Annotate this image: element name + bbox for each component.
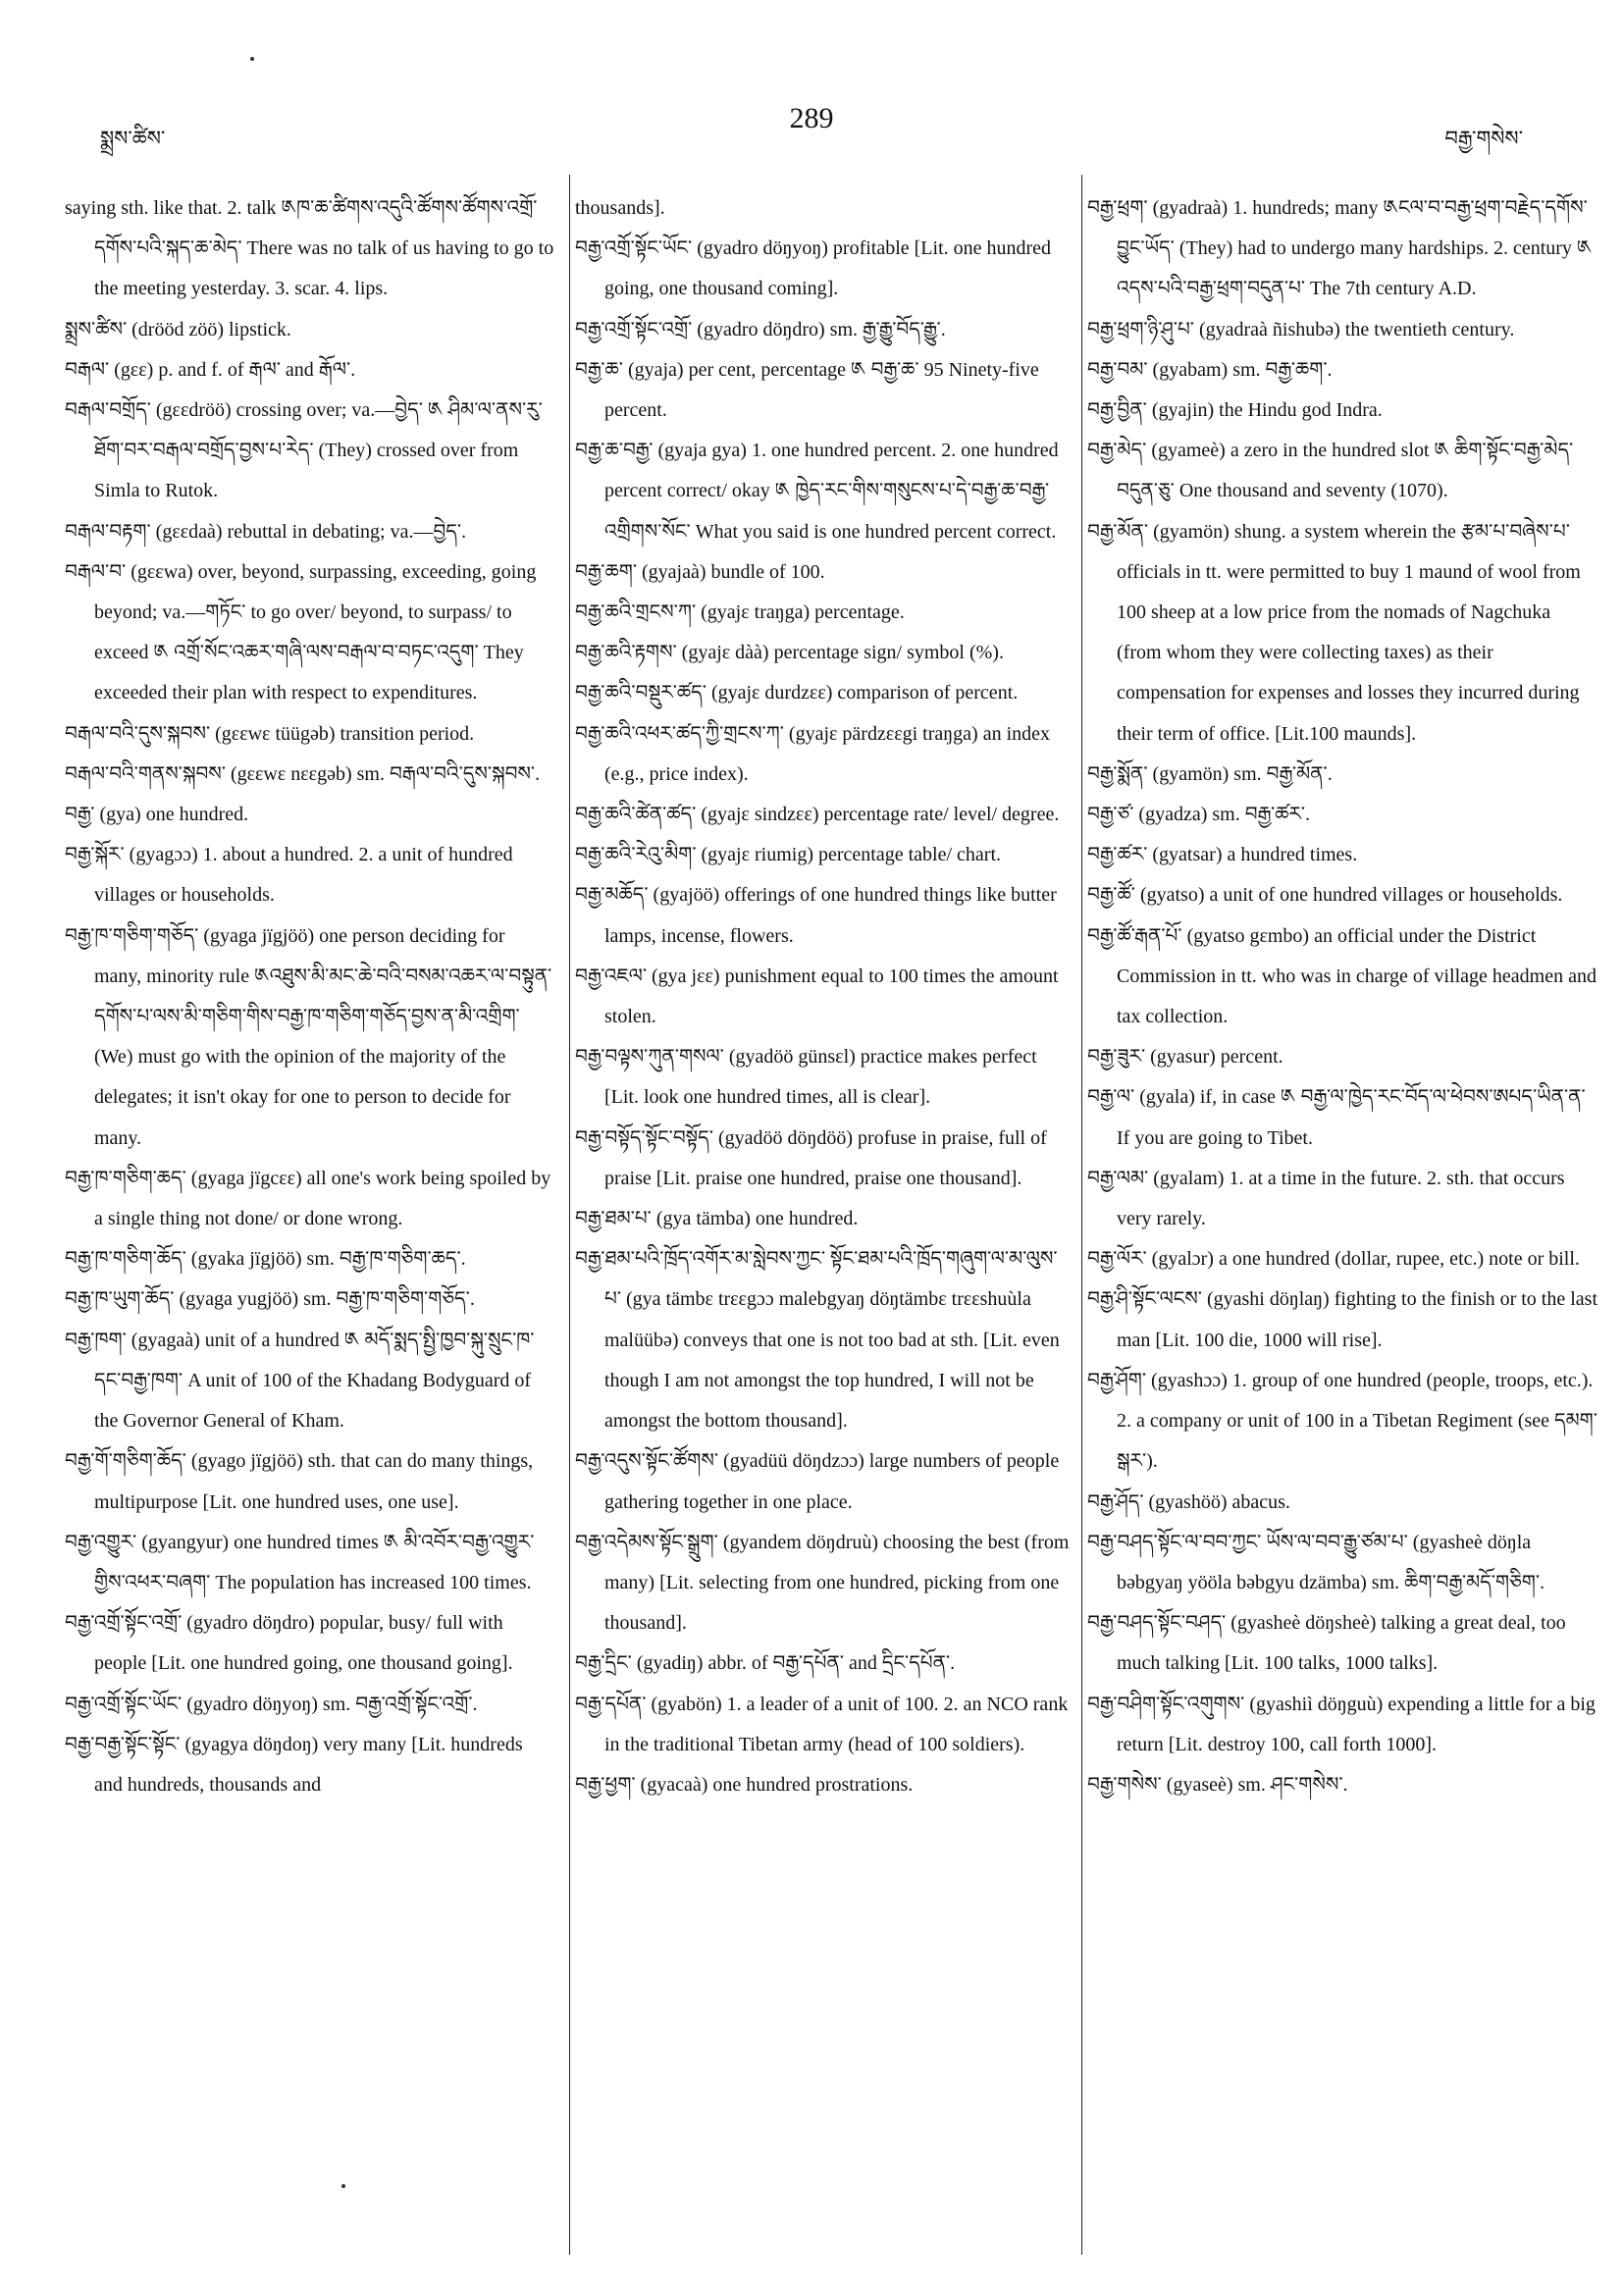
dictionary-entry: བརྒྱ་བཤིག་སྟོང་འགུགས་ (gyashiì döŋguù) expending a little for a big return [Lit. destroy 100, call forth 1000]. <box>1087 1693 1596 1755</box>
dictionary-entry: བརྒྱ་དྲིང་ (gyadiŋ) abbr. of བརྒྱ་དཔོན་ and དྲིང་དཔོན་. <box>575 1652 956 1675</box>
dictionary-entry: བརྒྱ་ཆ་བརྒྱ་ (gyaja gya) 1. one hundred percent. 2. one hundred percent correct/ okay ༁ ཁྱེད་རང་གིས་གསུངས་པ་དེ་བརྒྱ་ཆ་བརྒྱ་འགྲིགས་སོང་ What you said is one hundred percent correct. <box>575 440 1059 543</box>
dictionary-entry: བརྒྱ་ཆའི་རེའུ་མིག་ (gyajε riumig) percentage table/ chart. <box>575 844 1001 866</box>
dictionary-entry: བརྒྱ་ཚོ་རྒན་པོ་ (gyatso gεmbo) an official under the District Commission in tt. who was in charge of village headmen and tax collection. <box>1087 924 1597 1028</box>
dictionary-entry: བརྒྱ་ཆའི་རྟགས་ (gyajε dàà) percentage sign/ symbol (%). <box>575 642 1004 664</box>
dictionary-entry: བརྒྱ་ཆའི་གྲངས་ཀ་ (gyajε traŋga) percentage. <box>575 601 905 624</box>
dictionary-entry: བརྒྱ་ཆག་ (gyajaà) bundle of 100. <box>575 560 825 583</box>
dictionary-entry: བརྒྱ་ལམ་ (gyalam) 1. at a time in the future. 2. sth. that occurs very rarely. <box>1087 1167 1565 1230</box>
dictionary-entry: བརྒྱ་སྨོན་ (gyamön) sm. བརྒྱ་མོན་. <box>1087 762 1333 785</box>
dictionary-entry: བརྒྱ་བཤད་སྟོང་ལ་བབ་ཀྱང་ ཡོས་ལ་བབ་རྒྱུ་ཙམ་པ་ (gyasheè döŋla bəbgyaŋ yööla bəbgyu dzämba) sm. ཆིག་བརྒྱ་མདོ་གཅིག་. <box>1087 1531 1545 1593</box>
dictionary-entry: སྨྲས་ཚིས་ (drööd zöö) lipstick. <box>65 318 291 340</box>
dictionary-entry: བརྒྱ་ལ་ (gyala) if, in case ༁ བརྒྱ་ལ་ཁྱེད་རང་བོད་ལ་ཕེབས་ཨཔད་ཡིན་ན་ If you are going to Tibet. <box>1087 1086 1586 1149</box>
dictionary-entry: བརྒྱ་འགྲོ་སྟོང་ཡོང་ (gyadro döŋyoŋ) profitable [Lit. one hundred going, one thousand coming]. <box>575 237 1052 300</box>
dictionary-entry: བརྒྱ་ཁ་གཅིག་ཆོད་ (gyaka jïgjöö) sm. བརྒྱ་ཁ་གཅིག་ཆད་. <box>65 1248 466 1271</box>
dictionary-entry: བརྒལ་བགྲོད་ (gεεdröö) crossing over; va.—བྱེད་ ༁ ཤིམ་ལ་ནས་རུ་ཐོག་བར་བརྒལ་བགྲོད་བྱས་པ་རེད་ (They) crossed over from Simla to Rutok. <box>65 399 543 502</box>
dictionary-entry: བརྒལ་ (gεε) p. and f. of རྒལ་ and རྒོལ་. <box>65 358 356 381</box>
dictionary-entry: བརྒྱ་ཚར་ (gyatsar) a hundred times. <box>1087 844 1358 866</box>
dictionary-entry: བརྒལ་བརྟག་ (gεεdaà) rebuttal in debating; va.—བྱེད་. <box>65 520 467 543</box>
dictionary-entry: བརྒལ་བ་ (gεεwa) over, beyond, surpassing, exceeding, going beyond; va.—གཏོང་ to go over/ beyond, to surpass/ to exceed ༁ འགྲོ་སོང་འཆར་གཞི་ལས་བརྒལ་བ་བཏང་འདུག་ They exceeded their plan with respect to expenditures. <box>65 560 537 704</box>
dictionary-entry: བརྒྱ་ཆ་ (gyaja) per cent, percentage ༁ བརྒྱ་ཆ་ 95 Ninety-five percent. <box>575 358 1039 422</box>
dictionary-entry: བརྒྱ་ཕྱག་ (gyacaà) one hundred prostrations. <box>575 1773 914 1796</box>
dictionary-entry: བརྒྱ་འགྲོ་སྟོང་འགྲོ་ (gyadro döŋdro) popular, busy/ full with people [Lit. one hundred going, one thousand going]. <box>65 1612 513 1675</box>
dictionary-entry: བརྒྱ་འགྲོ་སྟོང་ཡོང་ (gyadro döŋyoŋ) sm. བརྒྱ་འགྲོ་སྟོང་འགྲོ་. <box>65 1693 478 1715</box>
dictionary-entry: བརྒྱ་མེད་ (gyameè) a zero in the hundred slot ༁ ཆིག་སྟོང་བརྒྱ་མེད་བདུན་ཅུ་ One thousand and seventy (1070). <box>1087 440 1574 502</box>
dictionary-entry: བརྒྱ་ཤོག་ (gyashɔɔ) 1. group of one hundred (people, troops, etc.). 2. a company or unit of 100 in a Tibetan Regiment (see དམག་སྒར་). <box>1087 1369 1597 1473</box>
dictionary-entry: བརྒྱ་འགྲོ་སྟོང་འགྲོ་ (gyadro döŋdro) sm. རྒྱ་རྒྱུ་བོད་རྒྱུ་. <box>575 318 946 340</box>
dictionary-entry: བརྒྱ་འཇལ་ (gya jεε) punishment equal to 100 times the amount stolen. <box>575 965 1059 1028</box>
dictionary-entry: བརྒལ་བའི་དུས་སྐབས་ (gεεwε tüügəb) transition period. <box>65 722 475 745</box>
column-rule-1 <box>569 175 570 2255</box>
dictionary-entry: saying sth. like that. 2. talk ༁ཁ་ཆ་ཚིགས་འདུའི་ཚོགས་ཚོགས་འགྲོ་དགོས་པའི་སྐད་ཆ་མེད་ There was no talk of us having to go to the meeting yesterday. 3. scar. 4. lips. <box>65 197 554 300</box>
dictionary-entry: བརྒྱ་གསེས་ (gyaseè) sm. ཤང་གསེས་. <box>1087 1773 1348 1796</box>
dictionary-entry: བརྒྱ་བལྟས་ཀུན་གསལ་ (gyadöö günsεl) practice makes perfect [Lit. look one hundred times, all is clear]. <box>575 1046 1037 1109</box>
dictionary-entry: བརྒྱ་ཟུར་ (gyasur) percent. <box>1087 1046 1283 1069</box>
dictionary-entry: བརྒྱ་ཤི་སྟོང་ལངས་ (gyashi döŋlaŋ) fighting to the finish or to the last man [Lit. 100 die, 1000 will rise]. <box>1087 1288 1597 1351</box>
dictionary-entry: བརྒྱ་མོན་ (gyamön) shung. a system wherein the རྩམ་པ་བཞེས་པ་ officials in tt. were permitted to buy 1 maund of wool from 100 sheep at a low price from the nomads of Nagchuka (from whom they were collecting taxes) as their compensation for expenses and losses they incurred during their term of office. [Lit.100 maunds]. <box>1087 520 1581 745</box>
dictionary-entry: བརྒྱ་ཙ་ (gyadza) sm. བརྒྱ་ཚར་. <box>1087 804 1311 826</box>
column-left <box>65 188 555 1805</box>
column-right <box>1087 188 1597 1805</box>
dictionary-entry: བརྒྱ་ཤོད་ (gyashöö) abacus. <box>1087 1490 1290 1513</box>
dictionary-entry: བརྒྱ་མཆོད་ (gyajöö) offerings of one hundred things like butter lamps, incense, flowers. <box>575 884 1057 947</box>
dictionary-entry: བརྒྱ་ (gya) one hundred. <box>65 804 249 826</box>
dictionary-entry: བརྒྱ་འདེམས་སྟོང་སྒྲུག་ (gyandem döŋdruù) choosing the best (from many) [Lit. selecting from one hundred, picking from one thousand]. <box>575 1531 1070 1635</box>
dictionary-entry: བརྒྱ་བསྟོད་སྟོང་བསྟོད་ (gyadöö döŋdöö) profuse in praise, full of praise [Lit. praise one hundred, praise one thousand]. <box>575 1126 1047 1189</box>
running-head-left: སྨྲས་ཚིས་ <box>100 127 166 150</box>
dictionary-entry: བརྒྱ་བམ་ (gyabam) sm. བརྒྱ་ཆག་. <box>1087 358 1333 381</box>
dictionary-entry: བརྒྱ་ཕྲག་ཉི་ཤུ་པ་ (gyadraà ñishubə) the twentieth century. <box>1087 318 1515 340</box>
dictionary-entry: བརྒྱ་ཁ་ཡུག་ཆོད་ (gyaga yugjöö) sm. བརྒྱ་ཁ་གཅིག་གཅོད་. <box>65 1288 475 1311</box>
dictionary-entry: བརྒྱ་ཆའི་ཚེན་ཚད་ (gyajε sindzεε) percentage rate/ level/ degree. <box>575 804 1060 826</box>
dictionary-entry: བརྒྱ་འགྱུར་ (gyangyur) one hundred times ༁ མི་འབོར་བརྒྱ་འགྱུར་གྱིས་འཕར་བཞག་ The population has increased 100 times. <box>65 1531 535 1593</box>
column-rule-2 <box>1081 175 1082 2255</box>
dictionary-entry: བརྒྱ་ཁ་གཅིག་གཅོད་ (gyaga jïgjöö) one person deciding for many, minority rule ༁འཐུས་མི་མང་ཆེ་བའི་བསམ་འཆར་ལ་བསྟུན་དགོས་པ་ལས་མི་གཅིག་གིས་བརྒྱ་ཁ་གཅིག་གཅོད་བྱས་ན་མི་འགྲིག་ (We) must go with the opinion of the majority of the delegates; it isn't okay for one to person to decide for many. <box>65 924 552 1149</box>
dictionary-entry: བརྒྱ་ལོར་ (gyalɔr) a one hundred (dollar, rupee, etc.) note or bill. <box>1087 1248 1580 1271</box>
dictionary-entry: བརྒྱ་གོ་གཅིག་ཆོད་ (gyago jïgjöö) sth. that can do many things, multipurpose [Lit. one hundred uses, one use]. <box>65 1450 534 1513</box>
scan-speck <box>250 57 254 61</box>
dictionary-entry: བརྒྱ་འདུས་སྟོང་ཚོགས་ (gyadüü döŋdzɔɔ) large numbers of people gathering together in one place. <box>575 1450 1060 1513</box>
column-middle <box>575 188 1073 1805</box>
dictionary-entry: བརྒལ་བའི་གནས་སྐབས་ (gεεwε nεεgəb) sm. བརྒལ་བའི་དུས་སྐབས་. <box>65 762 541 785</box>
dictionary-entry: བརྒྱ་ཚོ་ (gyatso) a unit of one hundred villages or households. <box>1087 884 1563 907</box>
dictionary-entry: བརྒྱ་ཁག་ (gyagaà) unit of a hundred ༁ མདོ་སྨད་སྤྱི་ཁྱབ་སྐུ་སྲུང་ཁ་དང་བརྒྱ་ཁག་ A unit of 100 of the Khadang Bodyguard of the Governor General of Kham. <box>65 1329 535 1433</box>
dictionary-entry: བརྒྱ་བརྒྱ་སྟོང་སྟོང་ (gyagya döŋdoŋ) very many [Lit. hundreds and hundreds, thousands and <box>65 1733 523 1796</box>
dictionary-entry: བརྒྱ་བྱིན་ (gyajin) the Hindu god Indra. <box>1087 399 1383 422</box>
dictionary-entry: བརྒྱ་བཤད་སྟོང་བཤད་ (gyasheè döŋsheè) talking a great deal, too much talking [Lit. 100 talks, 1000 talks]. <box>1087 1612 1566 1675</box>
page-number: 289 <box>789 102 834 134</box>
dictionary-entry: བརྒྱ་དཔོན་ (gyabön) 1. a leader of a unit of 100. 2. an NCO rank in the traditional Tibetan army (head of 100 soldiers). <box>575 1693 1069 1755</box>
dictionary-entry: བརྒྱ་ཐམ་པའི་ཁྲོད་འགོར་མ་སླེབས་ཀྱང་ སྟོང་ཐམ་པའི་ཁྲོད་གཞུག་ལ་མ་ལུས་པ་ (gya tämbε trεεgɔɔ malebgyaŋ döŋtämbε trεεshuùla malüübə) conveys that one is not too bad at sth. [Lit. even though I am not amongst the top hundred, I will not be amongst the bottom thousand]. <box>575 1248 1060 1433</box>
dictionary-entry: བརྒྱ་ཁ་གཅིག་ཆད་ (gyaga jïgcεε) all one's work being spoiled by a single thing not done/ or done wrong. <box>65 1167 551 1230</box>
scan-speck <box>341 2184 345 2188</box>
dictionary-entry: བརྒྱ་ཐམ་པ་ (gya tämba) one hundred. <box>575 1208 859 1230</box>
dictionary-entry: thousands]. <box>575 197 665 219</box>
running-head-right: བརྒྱ་གསེས་ <box>1444 127 1523 150</box>
dictionary-entry: བརྒྱ་ཆའི་འཕར་ཚད་ཀྱི་གྲངས་ཀ་ (gyajε pärdzεεgi traŋga) an index (e.g., price index). <box>575 722 1051 785</box>
dictionary-entry: བརྒྱ་ཕྲག་ (gyadraà) 1. hundreds; many ༁ངལ་བ་བརྒྱ་ཕྲག་བརྗེད་དགོས་བྱུང་ཡོད་ (They) had to undergo many hardships. 2. century ༁ འདས་པའི་བརྒྱ་ཕྲག་བདུན་པ་ The 7th century A.D. <box>1087 197 1593 300</box>
dictionary-entry: བརྒྱ་ཆའི་བསྡུར་ཚད་ (gyajε durdzεε) comparison of percent. <box>575 682 1019 704</box>
dictionary-entry: བརྒྱ་སྐོར་ (gyagɔɔ) 1. about a hundred. 2. a unit of hundred villages or households. <box>65 844 513 907</box>
